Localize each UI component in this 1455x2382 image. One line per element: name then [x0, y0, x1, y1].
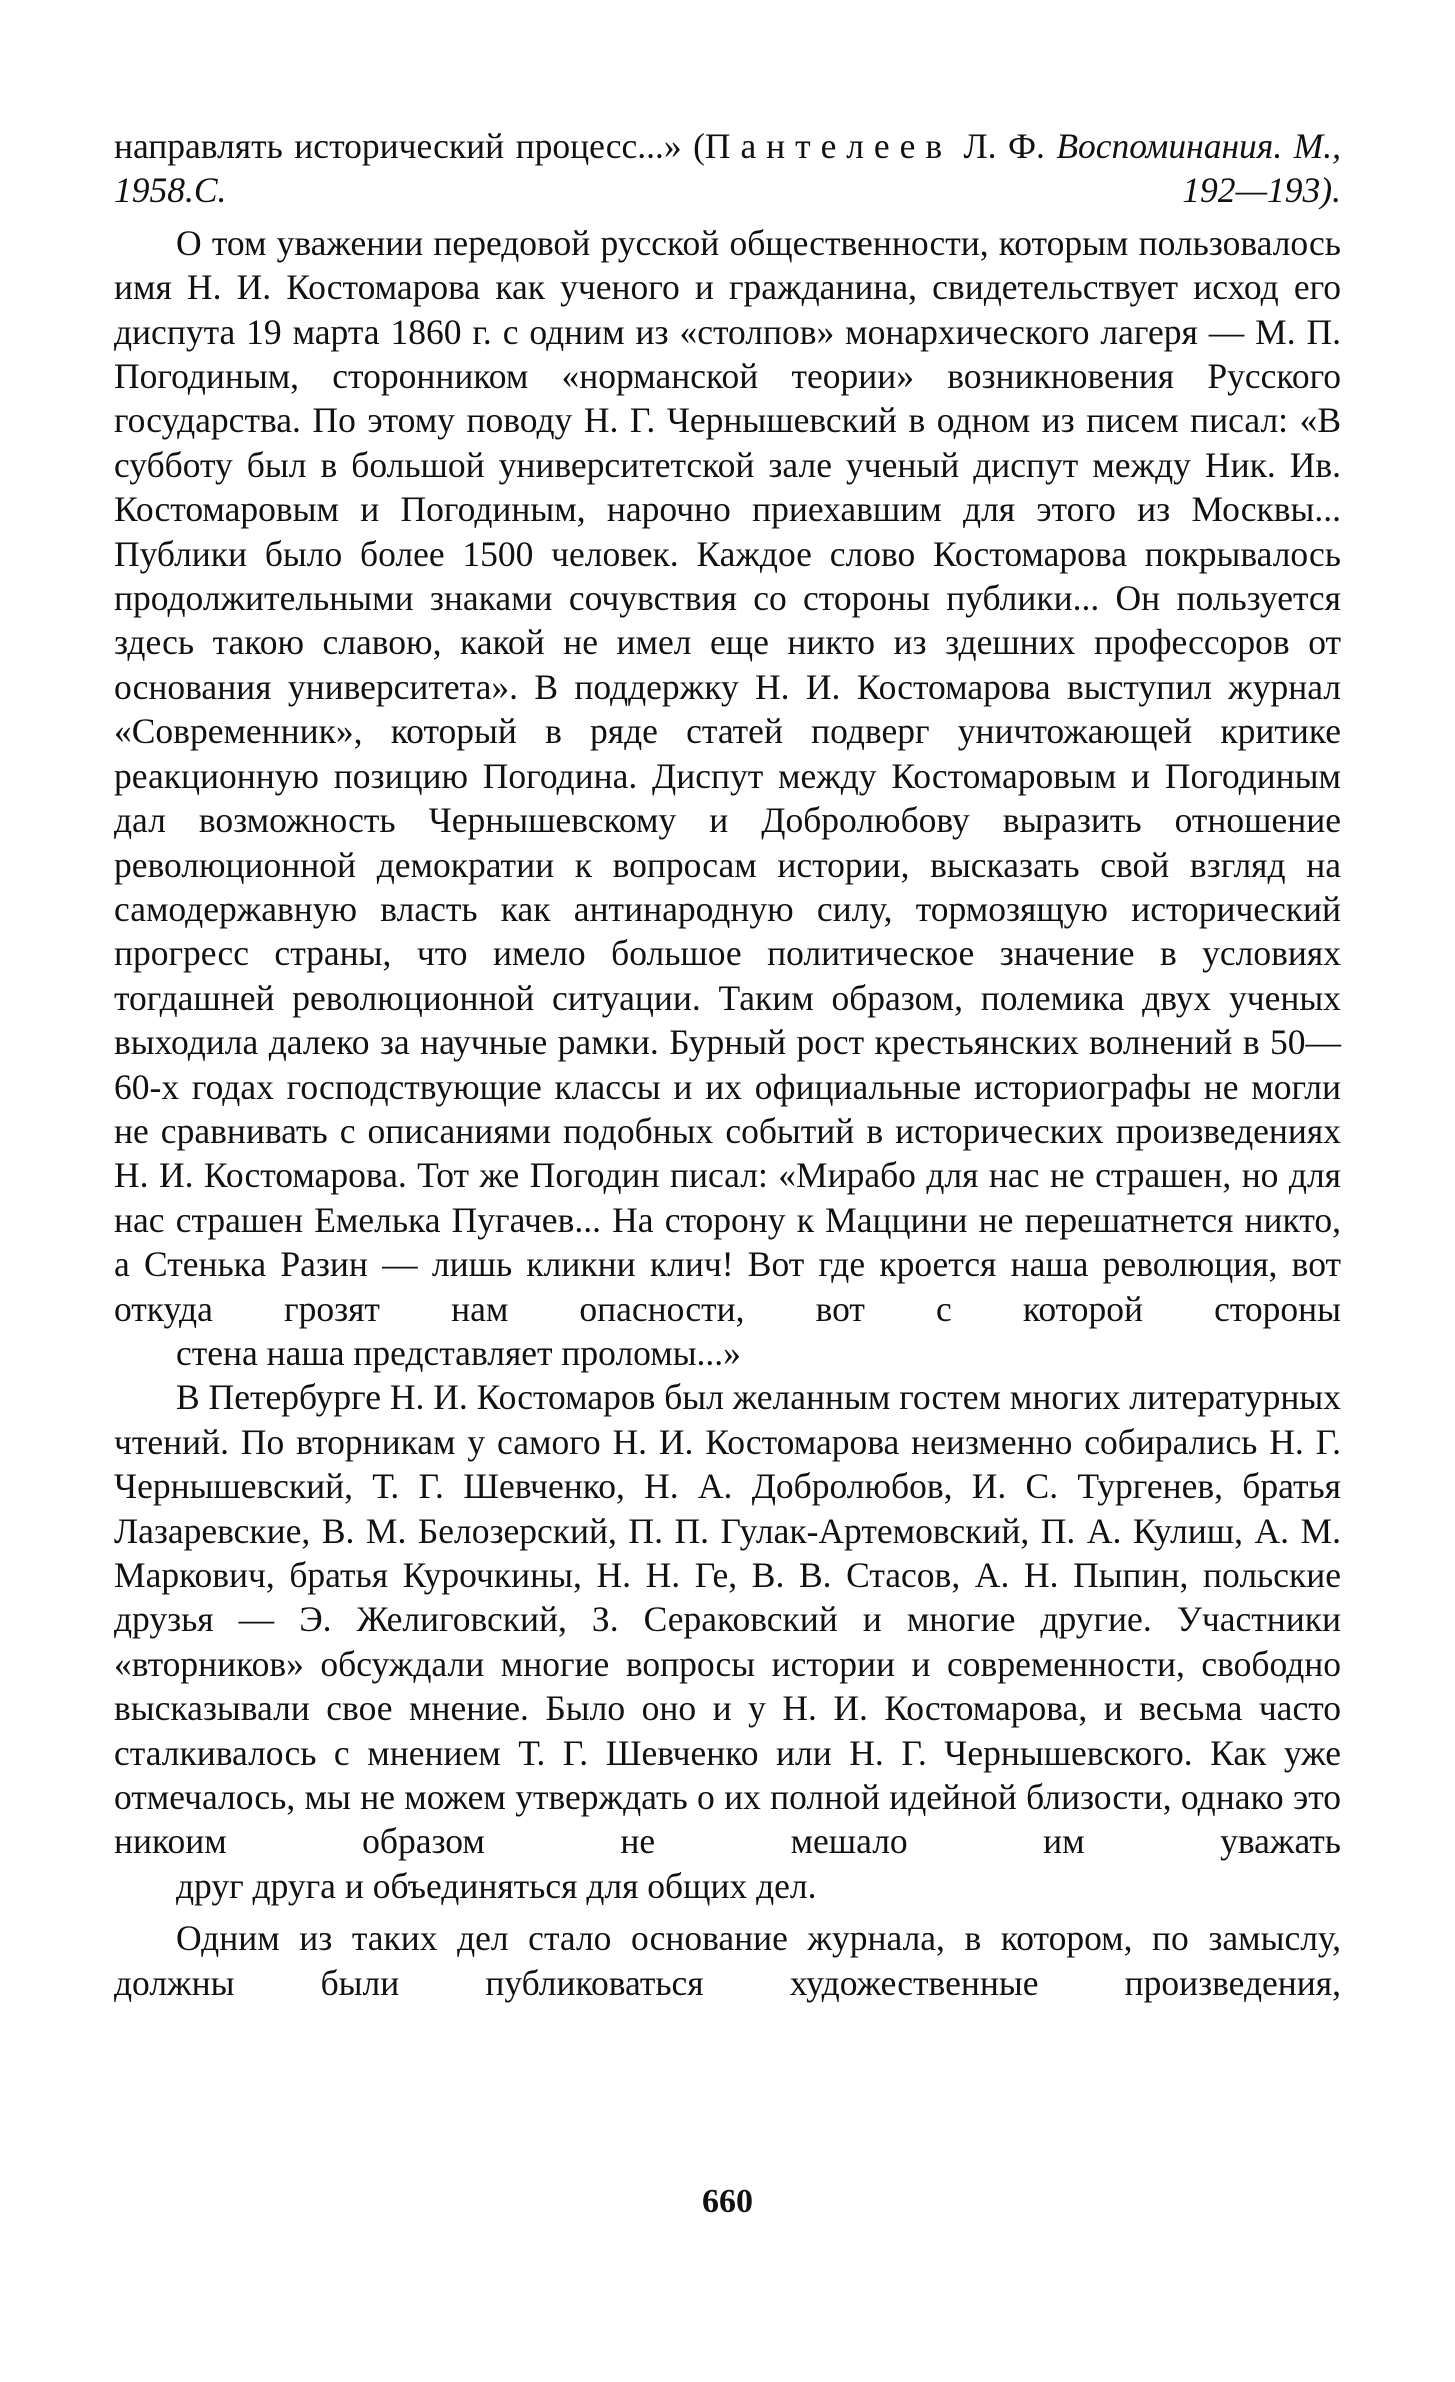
- page-number: 660: [702, 2183, 753, 2220]
- author-name-spaced: Пантелеев: [704, 126, 953, 166]
- paragraph-petersburg-tuesdays: [114, 1375, 1341, 1908]
- paragraph-text: Одним из таких дел стало основание журнала, в котором, по замыслу, должны были публиковаться художественные произведения,: [114, 1918, 1341, 2003]
- paragraph-last-line: друг друга и объединяться для общих дел.: [176, 1865, 817, 1906]
- paragraph-kostomarov-dispute: [114, 221, 1341, 1376]
- page-body: [114, 124, 1341, 2005]
- paragraph-text: направлять исторический процесс...» (: [114, 126, 705, 166]
- paragraph-continuation: [114, 124, 1341, 213]
- source-citation: Воспоминания. М., 1958.С. 192—193).: [114, 126, 1341, 211]
- paragraph-last-line: стена наша представляет проломы...»: [176, 1332, 741, 1373]
- paragraph-text: О том уважении передовой русской общественности, которым пользовалось имя Н. И. Костомарова как ученого и гражданина, свидетельствует исход его диспута 19 марта 1860 г. с одним из «столпов» монархического лагеря — М. П. Погодиным, сторонником «норманской теории» возникновения Русского государства. По этому поводу Н. Г. Чернышевский в одном из писем писал: «В субботу был в большой университетской зале ученый диспут между Ник. Ив. Костомаровым и Погодиным, нарочно приехавшим для этого из Москвы... Публики было более 1500 человек. Каждое слово Костомарова покрывалось продолжительными знаками сочувствия со стороны публики... Он пользуется здесь такою славою, какой не имел еще никто из здешних профессоров от основания университета». В поддержку Н. И. Костомарова выступил журнал «Современник», который в ряде статей подверг уничтожающей критике реакционную позицию Погодина. Диспут между Костомаровым и Погодиным дал возможность Чернышевскому и Добролюбову выразить отношение революционной демократии к вопросам истории, высказать свой взгляд на самодержавную власть как антинародную силу, тормозящую исторический прогресс страны, что имело большое политическое значение в условиях тогдашней революционной ситуации. Таким образом, полемика двух ученых выходила далеко за научные рамки. Бурный рост крестьянских волнений в 50—60-х годах господствующие классы и их официальные историографы не могли не сравнивать с описаниями подобных событий в исторических произведениях Н. И. Костомарова. Тот же Погодин писал: «Мирабо для нас не страшен, но для нас страшен Емелька Пугачев... На сторону к Маццини не перешатнется никто, а Стенька Разин — лишь кликни клич! Вот где кроется наша революция, вот откуда грозят нам опасности, вот с которой стороны: [114, 222, 1341, 1329]
- paragraph-journal-founding: [114, 1916, 1341, 2005]
- paragraph-text: В Петербурге Н. И. Костомаров был желанным гостем многих литературных чтений. По вторникам у самого Н. И. Костомарова неизменно собирались Н. Г. Чернышевский, Т. Г. Шевченко, Н. А. Добролюбов, И. С. Тургенев, братья Лазаревские, В. М. Белозерский, П. П. Гулак-Артемовский, П. А. Кулиш, А. М. Маркович, братья Курочкины, Н. Н. Ге, В. В. Стасов, А. Н. Пыпин, польские друзья — Э. Желиговский, З. Сераковский и многие другие. Участники «вторников» обсуждали многие вопросы истории и современности, свободно высказывали свое мнение. Было оно и у Н. И. Костомарова, и весьма часто сталкивалось с мнением Т. Г. Шевченко или Н. Г. Чернышевского. Как уже отмечалось, мы не можем утверждать о их полной идейной близости, однако это никоим образом не мешало им уважать: [114, 1377, 1341, 1862]
- author-initials: Л. Ф.: [952, 126, 1057, 166]
